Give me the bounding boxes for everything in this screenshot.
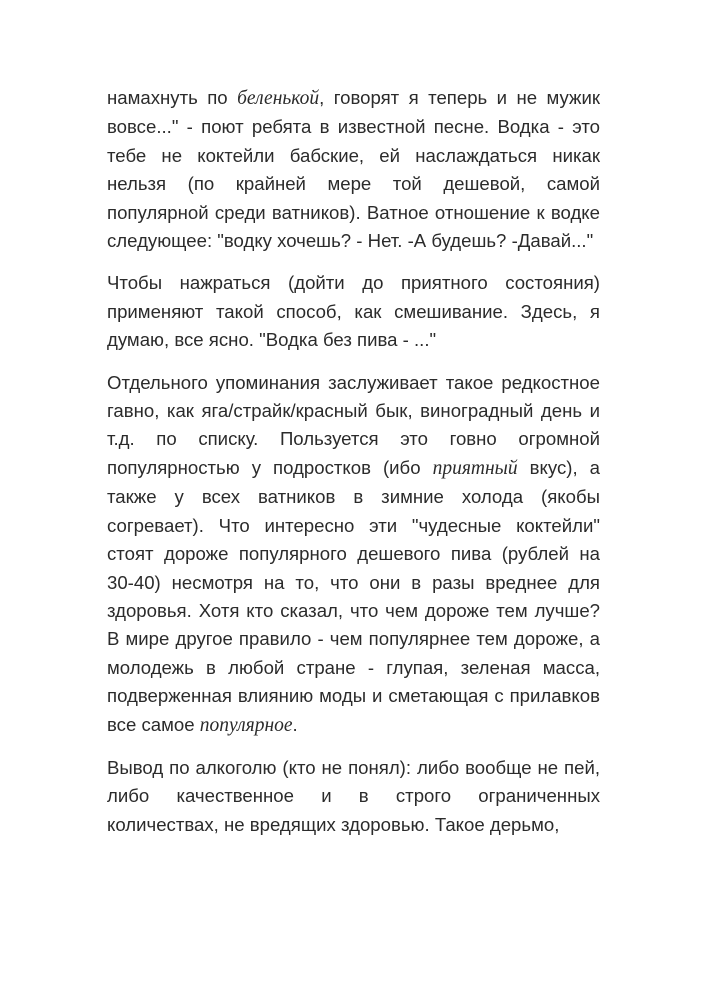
text-run: намахнуть по bbox=[107, 87, 238, 108]
paragraph-1 bbox=[107, 84, 600, 255]
paragraph-4 bbox=[107, 754, 600, 839]
italic-run: беленькой bbox=[237, 88, 320, 109]
text-run: Отдельного упоминания заслуживает такое редкостное гавно, как яга/страйк/красный бык, виноградный день и т.д. по списку. Пользуется это говно огромной популярностью у подростков (ибо bbox=[107, 371, 600, 478]
text-run: вкус), а также у всех ватников в зимние холода (якобы согревает). Что интересно эти "чудесные коктейли" стоят дороже популярного дешевого пива (рублей на 30-40) несмотря на то, что они в разы вреднее для здоровья. Хотя кто сказал, что чем дороже тем лучше? В мире другое правило - чем популярнее тем дороже, а молодежь в любой стране - глупая, зеленая масса, подверженная влиянию моды и сметающая с прилавков все самое bbox=[107, 456, 600, 735]
document-body bbox=[107, 84, 600, 853]
text-run: Вывод по алкоголю (кто не понял): либо вообще не пей, либо качественное и в строго ограниченных количествах, не вредящих здоровью. Такое дерьмо, bbox=[107, 756, 600, 835]
text-run: Чтобы нажраться (дойти до приятного состояния) применяют такой способ, как смешивание. Здесь, я думаю, все ясно. "Водка без пива - ..." bbox=[107, 272, 600, 351]
text-run: , говорят я теперь и не мужик вовсе..." - поют ребята в известной песне. Водка - это тебе не коктейли бабские, ей наслаждаться никак нельзя (по крайней мере той дешевой, самой популярной среди ватников). Ватное отношение к водке следующее: "водку хочешь? - Нет. -А будешь? -Давай..." bbox=[107, 87, 600, 252]
paragraph-2 bbox=[107, 269, 600, 354]
paragraph-3 bbox=[107, 369, 600, 740]
text-run: . bbox=[292, 713, 298, 735]
italic-run: приятный bbox=[432, 457, 518, 479]
italic-run: популярное bbox=[199, 714, 293, 736]
